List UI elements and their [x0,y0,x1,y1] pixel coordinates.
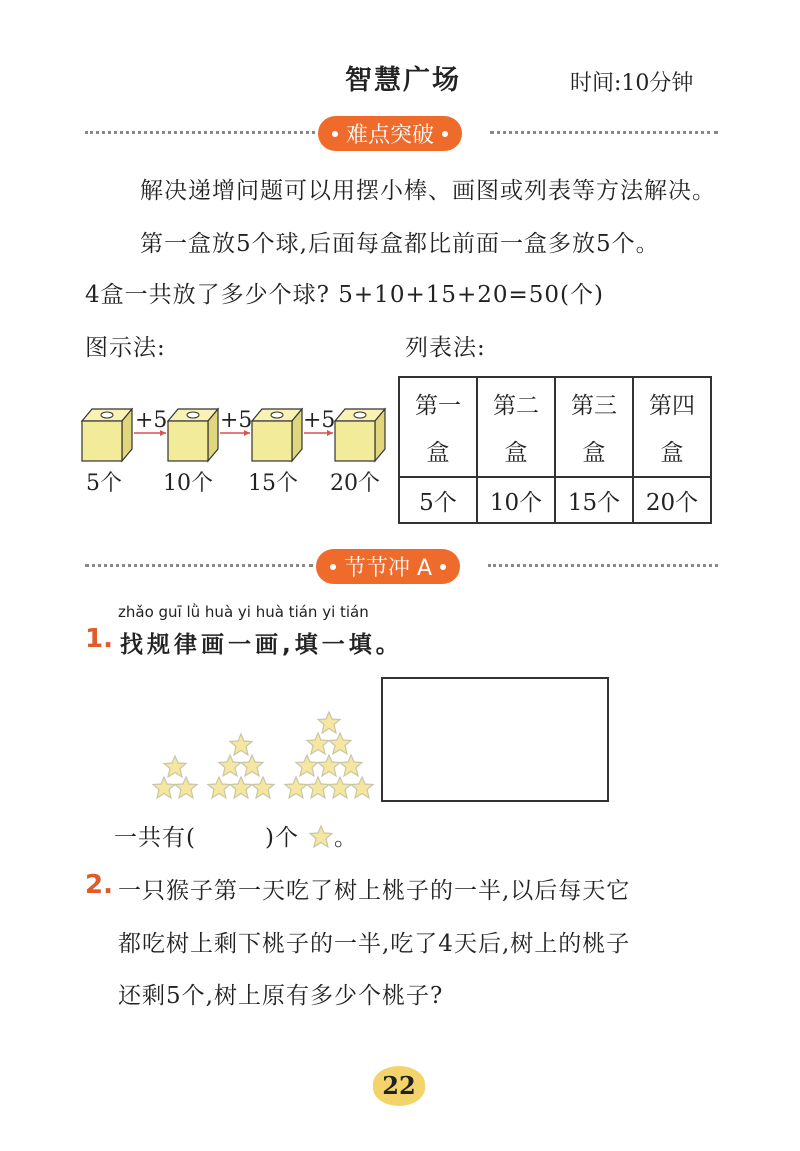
section-badge-difficult-points [318,116,462,151]
box-icon [168,409,218,461]
intro-line-2: 第一盒放5个球,后面每盒都比前面一盒多放5个。 [140,231,660,257]
star-icon [308,824,334,850]
period-mark: 。 [334,825,358,851]
star-icon [351,777,373,798]
question-2-line-3: 还剩5个,树上原有多少个桃子? [118,983,444,1009]
divider-right [490,131,718,134]
intro-line-1: 解决递增问题可以用摆小棒、画图或列表等方法解决。 [140,178,716,204]
star-icon [164,756,186,777]
arrow-label: +5 [220,408,253,433]
table-header-cell: 第二 盒 [477,377,555,477]
divider-right [488,564,718,567]
question-1-pinyin: zhǎo guī lǜ huà yi huà tián yi tián [118,603,369,621]
diagram-method-label: 图示法: [85,335,166,361]
question-1-answer-suffix: )个 [265,825,299,851]
table-method-label: 列表法: [405,335,486,361]
star-icon [329,777,351,798]
star-icon [307,777,329,798]
arrow-label: +5 [303,408,336,433]
page-title: 智慧广场 [345,65,461,96]
box-count: 20个 [330,471,380,496]
star-icon [285,777,307,798]
table-cell: 5个 [399,477,477,523]
box-icon [335,409,385,461]
table-header-cell: 第四 盒 [633,377,711,477]
page-number: 22 [373,1066,425,1106]
section-badge-practice-a [316,549,460,584]
star-icon [175,777,197,798]
question-2-number: 2. [85,870,113,900]
section-label: 难点突破 [346,123,435,148]
star-icon [230,734,252,755]
box-count: 10个 [163,471,213,496]
dot-icon [332,131,338,137]
star-icon [208,777,230,798]
divider-left [85,131,315,134]
table-cell: 15个 [555,477,633,523]
dot-icon [440,564,446,570]
star-icon [318,755,340,776]
star-icon [296,755,318,776]
star-icon [153,777,175,798]
dot-icon [330,564,336,570]
star-icon [329,733,351,754]
star-icon [241,755,263,776]
question-1-number: 1. [85,624,113,654]
star-icon [318,712,340,733]
table-cell: 10个 [477,477,555,523]
box-icon [82,409,132,461]
drawing-answer-box[interactable] [381,677,609,802]
table-cell: 20个 [633,477,711,523]
question-1-text: 找规律画一画,填一填。 [120,632,403,658]
intro-line-3: 4盒一共放了多少个球? 5+10+15+20=50(个) [85,282,605,308]
time-limit: 时间:10分钟 [570,71,694,96]
arrow-label: +5 [135,408,168,433]
divider-left [85,564,313,567]
box-count: 15个 [248,471,298,496]
table-header-cell: 第一 盒 [399,377,477,477]
box-count: 5个 [86,471,122,496]
box-icon [252,409,302,461]
star-icon [307,733,329,754]
dot-icon [442,131,448,137]
section-label: 节节冲 A [344,556,433,581]
question-2-line-2: 都吃树上剩下桃子的一半,吃了4天后,树上的桃子 [118,931,631,957]
question-2-line-1: 一只猴子第一天吃了树上桃子的一半,以后每天它 [118,878,631,904]
table-header-cell: 第三 盒 [555,377,633,477]
star-icon [252,777,274,798]
star-icon [219,755,241,776]
question-1-answer-prefix: 一共有( [114,825,196,851]
star-icon [230,777,252,798]
star-pattern [145,705,385,805]
answer-blank[interactable] [205,818,265,848]
star-icon [340,755,362,776]
list-table [398,376,712,524]
